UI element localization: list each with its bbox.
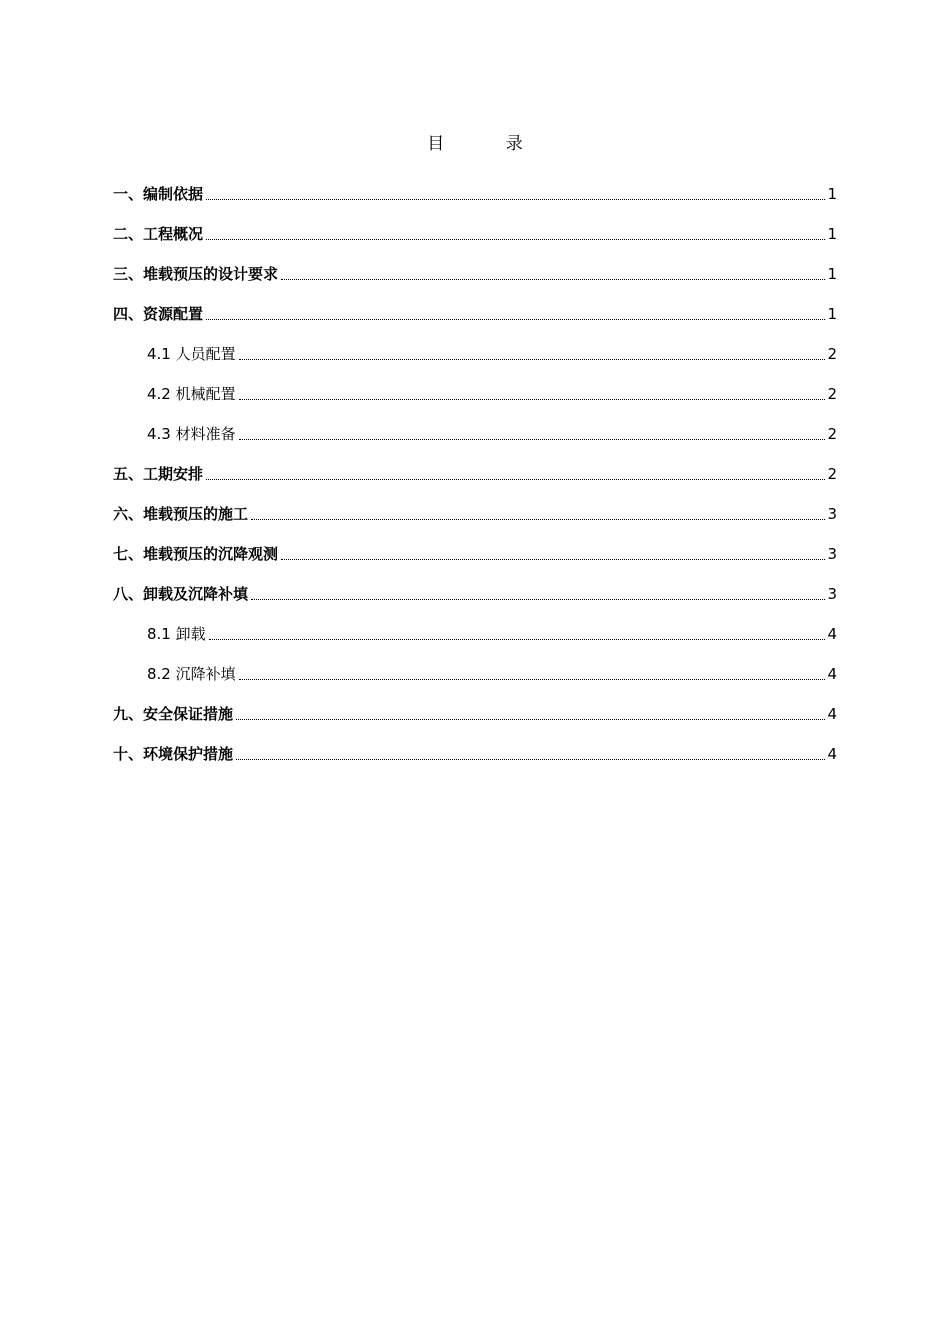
toc-entry-label: 一、编制依据	[113, 185, 204, 203]
toc-entry-page-number: 4	[827, 625, 837, 643]
table-of-contents	[113, 172, 837, 772]
toc-entry-label: 4.1 人员配置	[147, 345, 236, 363]
toc-entry-page-number: 3	[827, 545, 837, 563]
toc-title: 目 录	[427, 134, 551, 154]
toc-entry-page-number: 4	[827, 665, 837, 683]
toc-entry[interactable]	[113, 292, 837, 332]
dot-leader	[206, 319, 825, 320]
dot-leader	[206, 479, 825, 480]
dot-leader	[251, 599, 825, 600]
dot-leader	[239, 399, 826, 400]
dot-leader	[251, 519, 825, 520]
toc-entry-page-number: 4	[827, 745, 837, 763]
toc-subentry[interactable]	[113, 372, 837, 412]
toc-entry-label: 8.1 卸载	[147, 625, 206, 643]
toc-entry-page-number: 2	[827, 345, 837, 363]
dot-leader	[206, 239, 825, 240]
toc-subentry[interactable]	[113, 412, 837, 452]
toc-subentry[interactable]	[113, 332, 837, 372]
dot-leader	[206, 199, 825, 200]
toc-entry[interactable]	[113, 492, 837, 532]
toc-entry[interactable]	[113, 172, 837, 212]
toc-subentry[interactable]	[113, 612, 837, 652]
toc-entry-page-number: 2	[827, 385, 837, 403]
toc-entry-label: 五、工期安排	[113, 465, 204, 483]
dot-leader	[281, 559, 825, 560]
toc-entry-label: 八、卸载及沉降补填	[113, 585, 249, 603]
toc-subentry[interactable]	[113, 652, 837, 692]
toc-entry[interactable]	[113, 692, 837, 732]
toc-entry-page-number: 2	[827, 465, 837, 483]
toc-entry-page-number: 4	[827, 705, 837, 723]
toc-entry[interactable]	[113, 532, 837, 572]
toc-entry-label: 九、安全保证措施	[113, 705, 234, 723]
dot-leader	[236, 719, 825, 720]
dot-leader	[239, 359, 826, 360]
toc-entry-label: 三、堆载预压的设计要求	[113, 265, 279, 283]
dot-leader	[236, 759, 825, 760]
toc-entry-page-number: 3	[827, 585, 837, 603]
toc-entry-label: 七、堆载预压的沉降观测	[113, 545, 279, 563]
toc-entry-label: 六、堆载预压的施工	[113, 505, 249, 523]
toc-entry-label: 4.3 材料准备	[147, 425, 236, 443]
toc-entry-label: 8.2 沉降补填	[147, 665, 236, 683]
toc-entry[interactable]	[113, 452, 837, 492]
toc-entry[interactable]	[113, 572, 837, 612]
dot-leader	[239, 679, 826, 680]
dot-leader	[239, 439, 826, 440]
toc-entry-page-number: 1	[827, 265, 837, 283]
dot-leader	[209, 639, 826, 640]
toc-entry[interactable]	[113, 732, 837, 772]
dot-leader	[281, 279, 825, 280]
toc-entry[interactable]	[113, 212, 837, 252]
toc-entry-label: 4.2 机械配置	[147, 385, 236, 403]
toc-entry-page-number: 1	[827, 185, 837, 203]
toc-entry-label: 十、环境保护措施	[113, 745, 234, 763]
toc-entry[interactable]	[113, 252, 837, 292]
toc-entry-page-number: 3	[827, 505, 837, 523]
toc-entry-page-number: 2	[827, 425, 837, 443]
toc-entry-page-number: 1	[827, 305, 837, 323]
toc-entry-page-number: 1	[827, 225, 837, 243]
toc-entry-label: 四、资源配置	[113, 305, 204, 323]
toc-entry-label: 二、工程概况	[113, 225, 204, 243]
